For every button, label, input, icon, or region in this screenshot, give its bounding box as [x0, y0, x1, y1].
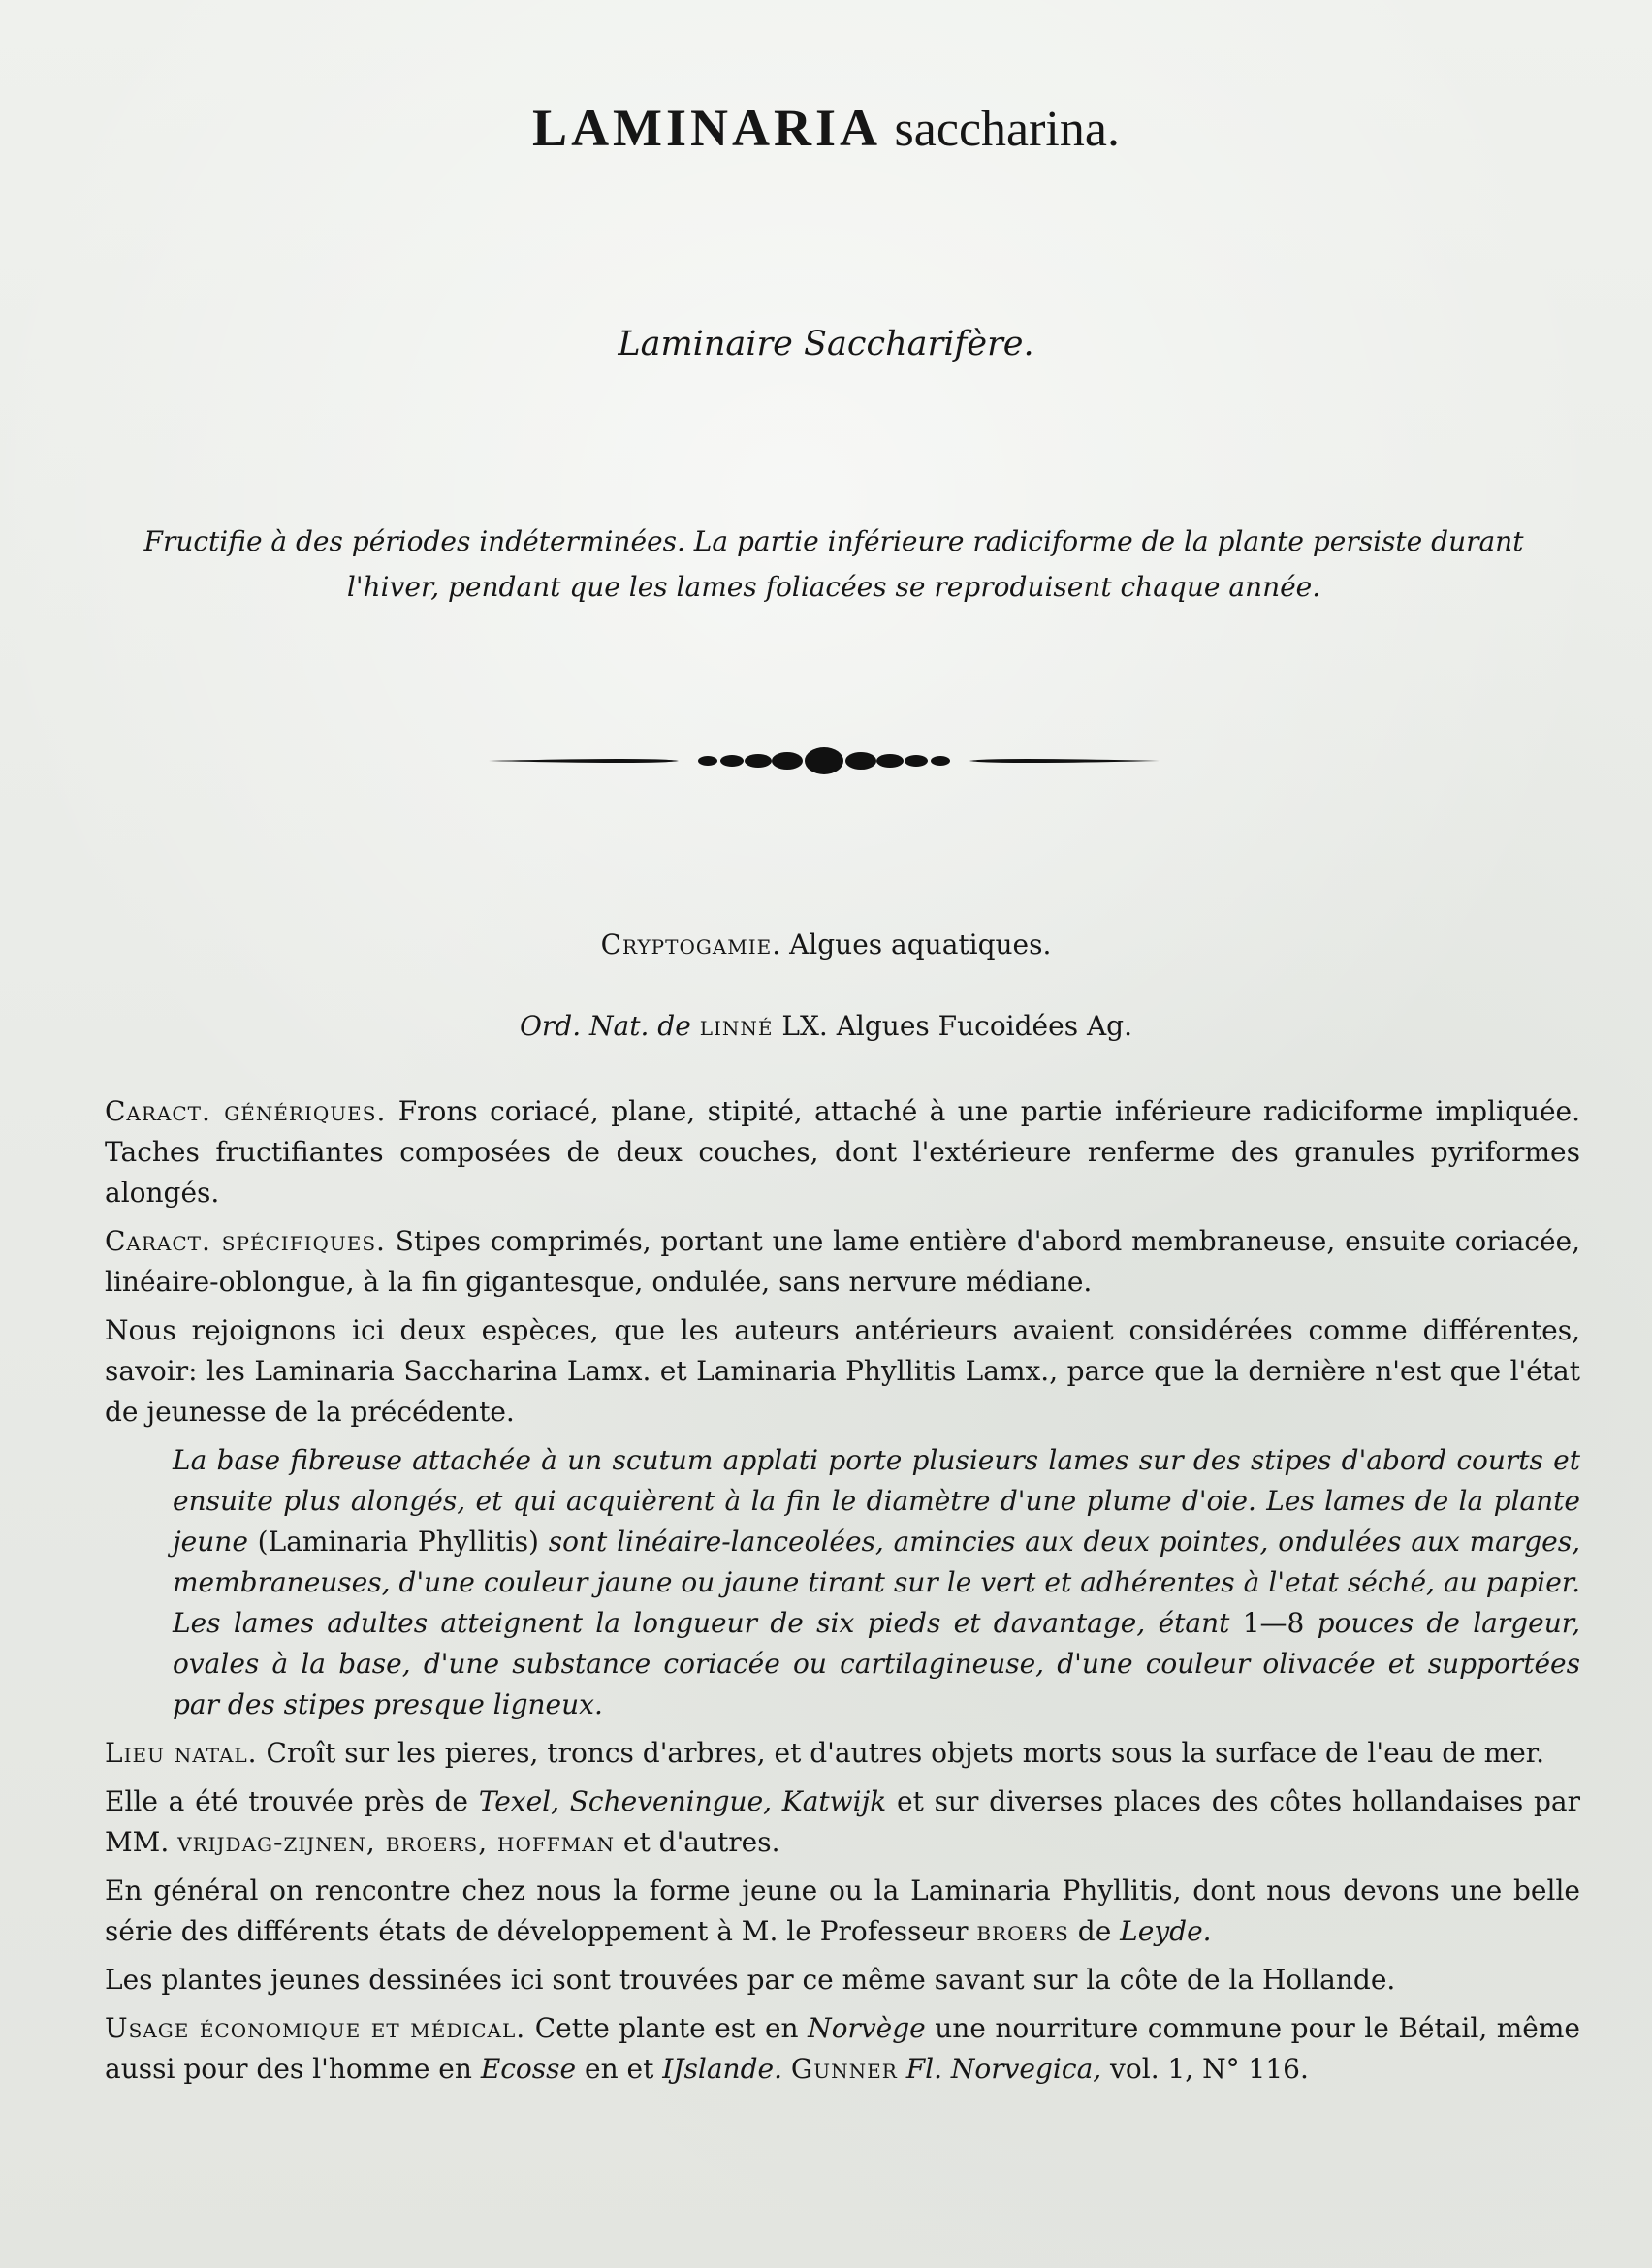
paragraph-young-form — [105, 1871, 1580, 1952]
paragraph-text: Croît sur les pieres, troncs d'arbres, et d'autres objets morts sous la surface de l'eau de mer. — [257, 1737, 1544, 1769]
ornament-bead — [931, 756, 950, 766]
paragraph-locations — [105, 1781, 1580, 1863]
class-text: . Algues aquatiques. — [772, 929, 1052, 961]
description-part: pouces de largeur, ovales à la base, d'une substance coriacée ou cartilagineuse, d'une couleur olivacée et supportées par des stipes presque ligneux. — [173, 1607, 1580, 1720]
ornament-bead — [772, 752, 803, 770]
text-part — [782, 2053, 791, 2085]
paragraph-specific-characters — [105, 1221, 1580, 1303]
description-species-name: (Laminaria Phyllitis) — [257, 1526, 539, 1558]
paragraph-label: Usage économique et médical. — [105, 2012, 526, 2044]
paragraph-label: Caract. génériques. — [105, 1095, 387, 1127]
title-species: saccharina. — [894, 102, 1120, 157]
ornament-left-swash — [489, 759, 679, 763]
ornament-bead — [720, 755, 744, 767]
paragraph-generic-characters — [105, 1091, 1580, 1213]
place-names: Texel, Scheveningue, Katwijk — [478, 1785, 887, 1817]
text-part: et sur diverses places des côtes hollandaises par MM. — [105, 1785, 1580, 1858]
paragraph-habitat — [105, 1733, 1580, 1774]
work-title: Fl. Norvegica, — [905, 2053, 1102, 2085]
paragraph-drawn-plants: Les plantes jeunes dessinées ici sont trouvées par ce même savant sur la côte de la Hollande. — [105, 1964, 1396, 1996]
order-heading — [0, 1010, 1652, 1042]
ornament-bead — [905, 755, 928, 767]
city-name: Leyde. — [1120, 1915, 1212, 1947]
document-body — [105, 1091, 1580, 2097]
text-part: En général on rencontre chez nous la forme jeune ou la Laminaria Phyllitis, dont nous devons une belle série des différents états de développement à M. le Professeur — [105, 1874, 1580, 1947]
order-tail: LX. Algues Fucoidées Ag. — [773, 1010, 1133, 1042]
page-title — [0, 99, 1652, 157]
intro-note: Fructifie à des périodes indéterminées. La partie inférieure radiciforme de la plante persiste durant l'hiver, pendant que les lames foliacées se reproduisent chaque année. — [143, 525, 1524, 603]
author-name: Gunner — [790, 2053, 898, 2085]
reference-tail: vol. 1, N° 116. — [1101, 2053, 1309, 2085]
paragraph-text: Frons coriacé, plane, stipité, attaché à une partie inférieure radiciforme impliquée. Taches fructifiantes composées de deux couches, dont l'extérieure renferme des granules pyriformes alongés. — [105, 1095, 1581, 1209]
ornament-divider — [485, 741, 1163, 780]
place-name: Ecosse — [480, 2053, 577, 2085]
paragraph-description — [105, 1440, 1580, 1725]
text-part: Elle a été trouvée près de — [105, 1785, 479, 1817]
collector-names: vrijdag-zijnen, broers, hoffman — [177, 1826, 616, 1858]
ornament-bead — [876, 754, 904, 768]
paragraph-label: Caract. spécifiques. — [105, 1225, 386, 1257]
paragraph-usage — [105, 2008, 1580, 2090]
text-part — [898, 2053, 906, 2085]
text-part: de — [1068, 1915, 1121, 1947]
paragraph-species-union: Nous rejoignons ici deux espèces, que les auteurs antérieurs avaient considérées comme différentes, savoir: les Laminaria Saccharina Lamx. et Laminaria Phyllitis Lamx., parce que la dernière n'est que l'état de jeunesse de la précédente. — [105, 1314, 1580, 1428]
paragraph-label: Lieu natal. — [105, 1737, 258, 1769]
ornament-center — [805, 747, 843, 774]
title-genus: LAMINARIA — [532, 99, 882, 157]
ornament-bead — [845, 752, 876, 770]
order-lead: Ord. Nat. de — [519, 1010, 691, 1042]
description-part: La base fibreuse attachée à un scutum applati porte plusieurs lames sur des stipes d'abord courts et ensuite plus alongés, et qui acquièrent à la fin le diamètre d'une plume d'oie. Les lames de la plante jeune — [173, 1444, 1580, 1558]
place-name: Norvège — [808, 2012, 926, 2044]
professor-name: broers — [976, 1915, 1069, 1947]
text-part: en et — [576, 2053, 663, 2085]
place-name: IJslande. — [662, 2053, 782, 2085]
text-part: Cette plante est en — [525, 2012, 809, 2044]
ornament-right-swash — [969, 759, 1160, 763]
text-part: et d'autres. — [615, 1826, 780, 1858]
class-heading — [0, 929, 1652, 961]
ornament-bead — [745, 754, 772, 768]
paragraph-text: Stipes comprimés, portant une lame entière d'abord membraneuse, ensuite coriacée, linéaire-oblongue, à la fin gigantesque, ondulée, sans nervure médiane. — [105, 1225, 1580, 1298]
ornament-bead — [698, 756, 717, 766]
order-linne: linné — [699, 1010, 774, 1042]
text-part: une nourriture commune pour le Bétail, même aussi pour des l'homme en — [105, 2012, 1581, 2085]
class-prefix: Cryptogamie — [600, 929, 773, 961]
subtitle: Laminaire Saccharifère. — [618, 325, 1034, 363]
description-part: sont linéaire-lanceolées, amincies aux deux pointes, ondulées aux marges, membraneuses, d'une couleur jaune ou jaune tirant sur le vert et adhérentes à l'etat séché, au papier. Les lames adultes atteignent la longueur de six pieds et davantage, étant — [173, 1526, 1581, 1639]
description-measure: 1—8 — [1242, 1607, 1305, 1639]
